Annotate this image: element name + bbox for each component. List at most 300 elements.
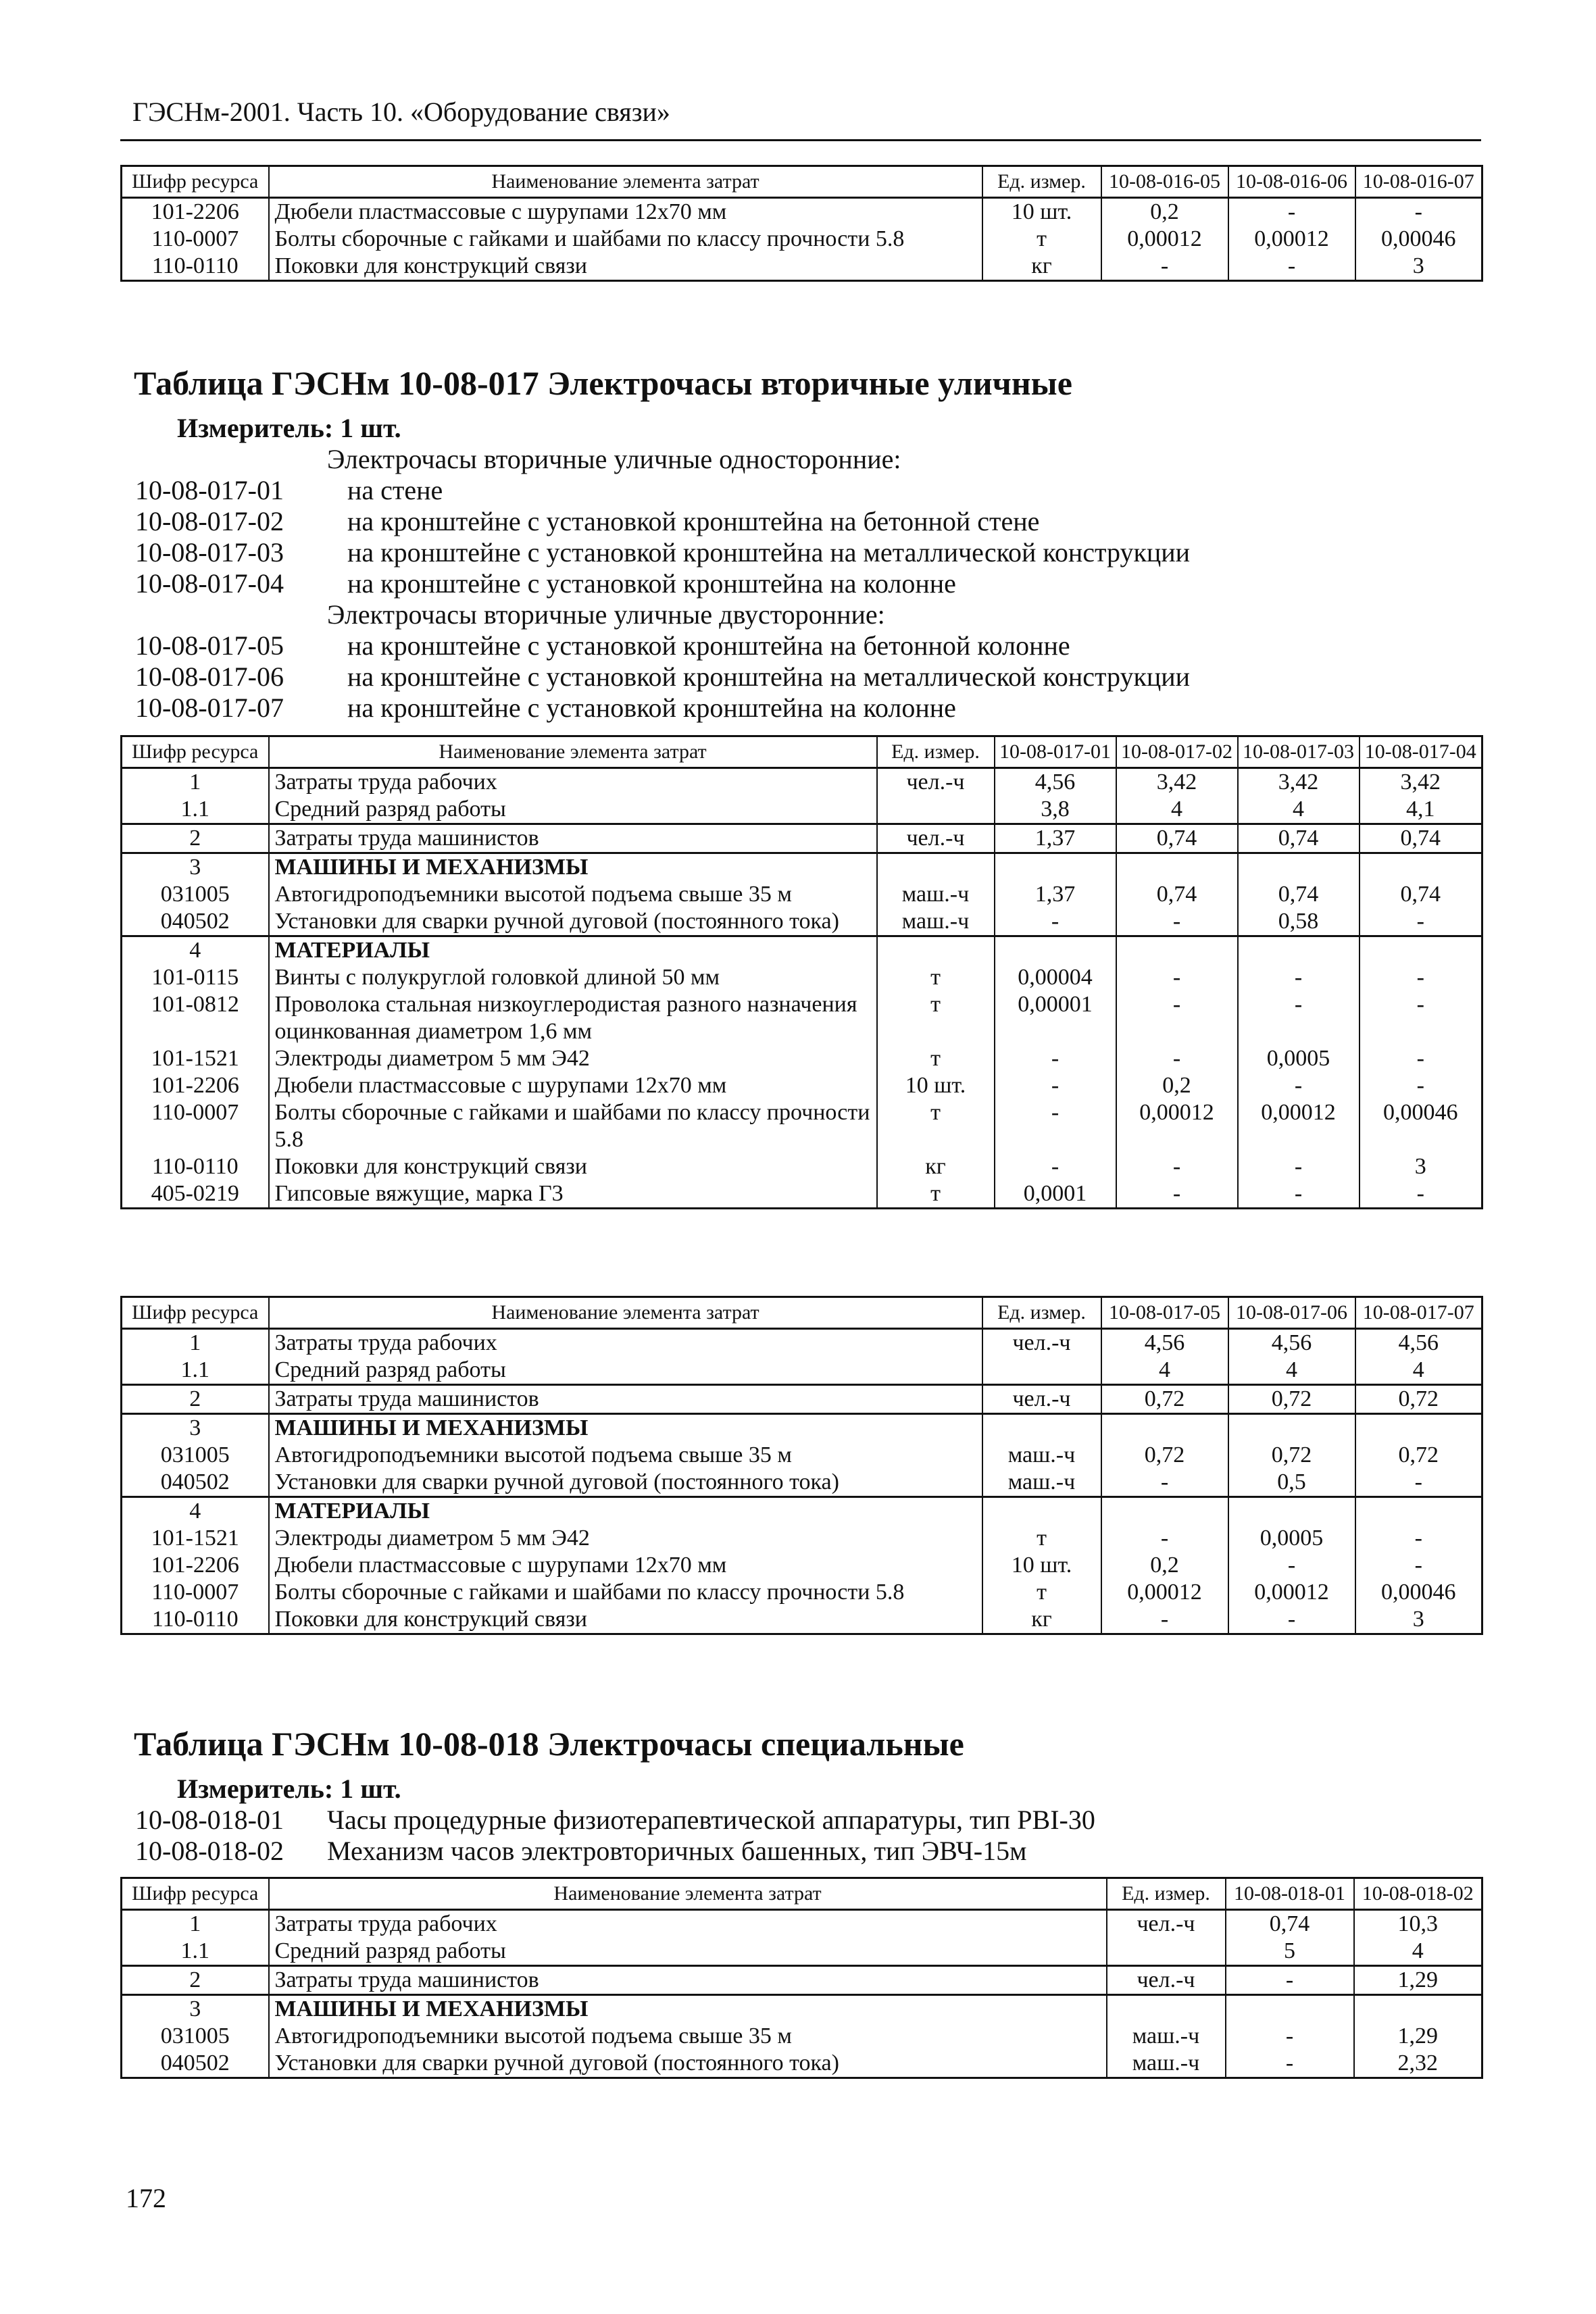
cell-value: 0,74: [1238, 824, 1360, 853]
table-row: [122, 1099, 1482, 1153]
cell-code: 4: [122, 1497, 269, 1526]
cell-code: 1: [122, 1910, 269, 1938]
cell-value: [995, 853, 1116, 882]
table-row: [122, 1469, 1482, 1497]
cell-unit: 10 шт.: [982, 198, 1101, 226]
cell-unit: [877, 853, 995, 882]
cell-name: Электроды диаметром 5 мм Э42: [269, 1525, 982, 1552]
cell-unit: 10 шт.: [982, 1552, 1101, 1579]
work-code: 10-08-018-02: [135, 1836, 284, 1866]
cell-value: -: [995, 1072, 1116, 1099]
cell-value: [1354, 1995, 1482, 2023]
cell-unit: кг: [982, 1606, 1101, 1634]
cell-value: 1,37: [995, 824, 1116, 853]
section-title-017: Таблица ГЭСНм 10-08-017 Электрочасы вторичные уличные: [134, 364, 1072, 402]
cell-value: -: [1355, 1469, 1482, 1497]
header-column-code: 10-08-017-05: [1101, 1297, 1228, 1329]
cell-unit: 10 шт.: [877, 1072, 995, 1099]
cell-value: 0,00046: [1360, 1099, 1482, 1153]
cell-code: 110-0007: [122, 1099, 269, 1153]
work-text: на кронштейне с установкой кронштейна на металлической конструкции: [347, 537, 1191, 568]
cell-code: 110-0007: [122, 226, 269, 253]
cell-name: Болты сборочные с гайками и шайбами по классу прочности 5.8: [269, 1099, 877, 1153]
header-rule: [120, 139, 1481, 141]
cost-table-016: [120, 165, 1483, 282]
cell-value: 0,72: [1228, 1385, 1355, 1414]
table-row: [122, 1442, 1482, 1469]
cell-value: [1355, 1414, 1482, 1442]
cell-value: 3,42: [1116, 768, 1238, 797]
cell-value: 0,0005: [1238, 1045, 1360, 1072]
cell-value: -: [1226, 2050, 1354, 2078]
work-text: на кронштейне с установкой кронштейна на колонне: [347, 568, 956, 599]
work-code: 10-08-017-06: [135, 661, 284, 692]
cell-unit: [1107, 1995, 1226, 2023]
cell-unit: [877, 796, 995, 824]
cell-value: 3,8: [995, 796, 1116, 824]
cell-value: 1,29: [1354, 1966, 1482, 1995]
cell-name: Затраты труда рабочих: [269, 768, 877, 797]
cell-value: 3,42: [1360, 768, 1482, 797]
cell-value: 0,72: [1355, 1442, 1482, 1469]
cell-unit: т: [877, 1045, 995, 1072]
table-row: [122, 1153, 1482, 1180]
cell-value: 0,72: [1101, 1385, 1228, 1414]
cell-name: Затраты труда рабочих: [269, 1910, 1107, 1938]
cell-value: 0,72: [1228, 1442, 1355, 1469]
cell-unit: [982, 1497, 1101, 1526]
cell-name: Поковки для конструкций связи: [269, 1606, 982, 1634]
cell-value: [1360, 936, 1482, 965]
cell-value: [1116, 853, 1238, 882]
cell-value: -: [1228, 1552, 1355, 1579]
table-row: [122, 991, 1482, 1045]
header-column-code: 10-08-017-04: [1360, 736, 1482, 768]
cell-name: Дюбели пластмассовые с шурупами 12х70 мм: [269, 198, 982, 226]
header-row: [122, 1878, 1482, 1910]
work-code: 10-08-017-03: [135, 537, 284, 568]
cell-value: 0,00046: [1355, 1579, 1482, 1606]
cell-value: -: [1116, 991, 1238, 1045]
cell-value: [1228, 1497, 1355, 1526]
cell-value: 0,0005: [1228, 1525, 1355, 1552]
cell-value: -: [1355, 1552, 1482, 1579]
cell-unit: т: [982, 226, 1101, 253]
cell-value: 5: [1226, 1938, 1354, 1966]
table-row: [122, 796, 1482, 824]
cost-table-018: [120, 1877, 1483, 2079]
cell-value: -: [995, 1153, 1116, 1180]
cell-code: 101-1521: [122, 1045, 269, 1072]
cell-name: Болты сборочные с гайками и шайбами по классу прочности 5.8: [269, 226, 982, 253]
cell-value: 0,00012: [1116, 1099, 1238, 1153]
cell-value: 0,00012: [1228, 1579, 1355, 1606]
cell-value: -: [1360, 908, 1482, 936]
cell-value: -: [1101, 253, 1228, 281]
cell-value: -: [1116, 964, 1238, 991]
table-row: [122, 1938, 1482, 1966]
cell-name: Автогидроподъемники высотой подъема свыше 35 м: [269, 881, 877, 908]
cell-value: -: [1355, 198, 1482, 226]
header-row: [122, 166, 1482, 198]
table-row: [122, 853, 1482, 882]
cell-code: 101-1521: [122, 1525, 269, 1552]
cell-name: МАШИНЫ И МЕХАНИЗМЫ: [269, 1414, 982, 1442]
cell-code: 110-0110: [122, 1153, 269, 1180]
cell-unit: т: [877, 964, 995, 991]
cell-code: 2: [122, 1966, 269, 1995]
page-number: 172: [126, 2183, 166, 2213]
table-row: [122, 226, 1482, 253]
header-column-code: 10-08-018-01: [1226, 1878, 1354, 1910]
table-row: [122, 908, 1482, 936]
work-text: на стене: [347, 475, 443, 505]
cell-unit: кг: [982, 253, 1101, 281]
work-code: 10-08-018-01: [135, 1805, 284, 1835]
header-code: Шифр ресурса: [122, 1297, 269, 1329]
cell-unit: т: [982, 1579, 1101, 1606]
cell-code: 405-0219: [122, 1180, 269, 1209]
cell-unit: т: [877, 991, 995, 1045]
cell-code: 101-0812: [122, 991, 269, 1045]
cell-name: Дюбели пластмассовые с шурупами 12х70 мм: [269, 1072, 877, 1099]
cell-name: Болты сборочные с гайками и шайбами по классу прочности 5.8: [269, 1579, 982, 1606]
table-row: [122, 1414, 1482, 1442]
table-row: [122, 1357, 1482, 1385]
cell-value: 0,5: [1228, 1469, 1355, 1497]
cell-value: -: [1116, 1180, 1238, 1209]
cell-name: Винты с полукруглой головкой длиной 50 мм: [269, 964, 877, 991]
header-unit: Ед. измер.: [982, 166, 1101, 198]
cell-value: -: [995, 1099, 1116, 1153]
cell-value: [1226, 1995, 1354, 2023]
cell-name: Затраты труда машинистов: [269, 1966, 1107, 1995]
cell-value: -: [1238, 991, 1360, 1045]
cell-value: 0,2: [1116, 1072, 1238, 1099]
cell-value: [1355, 1497, 1482, 1526]
cell-code: 2: [122, 1385, 269, 1414]
cell-value: -: [1360, 964, 1482, 991]
cell-code: 101-2206: [122, 1552, 269, 1579]
work-text: Механизм часов электровторичных башенных, тип ЭВЧ-15м: [327, 1836, 1027, 1866]
cell-value: 0,2: [1101, 1552, 1228, 1579]
cell-unit: маш.-ч: [1107, 2050, 1226, 2078]
cell-name: МАТЕРИАЛЫ: [269, 1497, 982, 1526]
cell-value: -: [1238, 1153, 1360, 1180]
cell-code: 1.1: [122, 796, 269, 824]
cell-name: Затраты труда машинистов: [269, 824, 877, 853]
cell-value: 0,74: [1116, 824, 1238, 853]
cell-unit: [877, 936, 995, 965]
cell-code: 031005: [122, 1442, 269, 1469]
cell-value: -: [1116, 1045, 1238, 1072]
table-row: [122, 1995, 1482, 2023]
cell-value: 4,1: [1360, 796, 1482, 824]
table-row: [122, 1072, 1482, 1099]
cell-value: -: [1101, 1525, 1228, 1552]
cell-unit: [1107, 1938, 1226, 1966]
cell-value: [1101, 1497, 1228, 1526]
cell-value: 3,42: [1238, 768, 1360, 797]
table-row: [122, 1579, 1482, 1606]
cell-unit: чел.-ч: [877, 824, 995, 853]
work-text: на кронштейне с установкой кронштейна на бетонной колонне: [347, 630, 1070, 661]
cell-value: -: [1228, 1606, 1355, 1634]
cell-value: -: [1116, 908, 1238, 936]
cell-value: 2,32: [1354, 2050, 1482, 2078]
cell-code: 101-2206: [122, 198, 269, 226]
header-unit: Ед. измер.: [877, 736, 995, 768]
cell-code: 110-0110: [122, 253, 269, 281]
header-row: [122, 736, 1482, 768]
cell-code: 031005: [122, 881, 269, 908]
cell-code: 101-2206: [122, 1072, 269, 1099]
cell-code: 3: [122, 853, 269, 882]
cost-table-017-a: [120, 735, 1483, 1209]
table-row: [122, 1045, 1482, 1072]
cell-value: -: [1360, 991, 1482, 1045]
cell-value: -: [1238, 964, 1360, 991]
work-text: на кронштейне с установкой кронштейна на металлической конструкции: [347, 661, 1191, 692]
cell-value: 0,0001: [995, 1180, 1116, 1209]
cell-code: 031005: [122, 2023, 269, 2050]
work-code: 10-08-017-01: [135, 475, 284, 505]
cell-value: -: [1228, 253, 1355, 281]
cell-name: Электроды диаметром 5 мм Э42: [269, 1045, 877, 1072]
cell-value: -: [1238, 1180, 1360, 1209]
table-row: [122, 1329, 1482, 1357]
cell-value: -: [1360, 1045, 1482, 1072]
cell-name: Установки для сварки ручной дуговой (постоянного тока): [269, 2050, 1107, 2078]
header-column-code: 10-08-017-02: [1116, 736, 1238, 768]
table-row: [122, 1910, 1482, 1938]
table-row: [122, 768, 1482, 797]
cell-name: Средний разряд работы: [269, 796, 877, 824]
cell-value: -: [1101, 1606, 1228, 1634]
cell-value: [1238, 853, 1360, 882]
cell-value: 0,74: [1360, 824, 1482, 853]
cell-value: [1360, 853, 1482, 882]
header-column-code: 10-08-018-02: [1354, 1878, 1482, 1910]
cell-value: 3: [1355, 253, 1482, 281]
cell-unit: чел.-ч: [1107, 1966, 1226, 1995]
table-row: [122, 964, 1482, 991]
header-row: [122, 1297, 1482, 1329]
cell-name: Автогидроподъемники высотой подъема свыше 35 м: [269, 1442, 982, 1469]
cell-name: Поковки для конструкций связи: [269, 1153, 877, 1180]
header-column-code: 10-08-017-07: [1355, 1297, 1482, 1329]
cell-code: 101-0115: [122, 964, 269, 991]
cell-value: 0,72: [1101, 1442, 1228, 1469]
cell-code: 040502: [122, 908, 269, 936]
header-column-code: 10-08-017-06: [1228, 1297, 1355, 1329]
cell-value: -: [995, 908, 1116, 936]
work-code: 10-08-017-02: [135, 506, 284, 536]
table-row: [122, 1966, 1482, 1995]
cell-code: 110-0110: [122, 1606, 269, 1634]
header-name: Наименование элемента затрат: [269, 736, 877, 768]
cell-value: 0,74: [1238, 881, 1360, 908]
cell-value: 0,00012: [1101, 226, 1228, 253]
cell-value: 0,74: [1116, 881, 1238, 908]
cell-unit: кг: [877, 1153, 995, 1180]
header-column-code: 10-08-017-01: [995, 736, 1116, 768]
cell-value: 1,37: [995, 881, 1116, 908]
table-row: [122, 1385, 1482, 1414]
cell-value: 4,56: [995, 768, 1116, 797]
cell-unit: маш.-ч: [877, 881, 995, 908]
cell-value: 4,56: [1228, 1329, 1355, 1357]
cell-value: -: [1116, 1153, 1238, 1180]
cell-value: 4: [1228, 1357, 1355, 1385]
cell-name: Гипсовые вяжущие, марка Г3: [269, 1180, 877, 1209]
cell-unit: т: [877, 1180, 995, 1209]
cell-unit: т: [877, 1099, 995, 1153]
cell-value: 4: [1354, 1938, 1482, 1966]
cell-value: 4: [1238, 796, 1360, 824]
cell-value: 0,72: [1355, 1385, 1482, 1414]
table-row: [122, 1525, 1482, 1552]
cell-unit: чел.-ч: [877, 768, 995, 797]
header-unit: Ед. измер.: [1107, 1878, 1226, 1910]
work-code: 10-08-017-04: [135, 568, 284, 599]
cell-value: 3: [1355, 1606, 1482, 1634]
cell-code: 1.1: [122, 1938, 269, 1966]
cell-code: 4: [122, 936, 269, 965]
work-code: 10-08-017-05: [135, 630, 284, 661]
cell-value: 4: [1355, 1357, 1482, 1385]
header-name: Наименование элемента затрат: [269, 166, 982, 198]
cell-value: -: [1355, 1525, 1482, 1552]
meter-017: Измеритель: 1 шт.: [177, 413, 401, 443]
work-text: на кронштейне с установкой кронштейна на бетонной стене: [347, 506, 1040, 536]
cell-value: 0,74: [1226, 1910, 1354, 1938]
cell-value: 0,00046: [1355, 226, 1482, 253]
header-code: Шифр ресурса: [122, 736, 269, 768]
cell-name: МАШИНЫ И МЕХАНИЗМЫ: [269, 853, 877, 882]
cell-unit: чел.-ч: [982, 1329, 1101, 1357]
cell-value: -: [1226, 1966, 1354, 1995]
cell-value: 4,56: [1355, 1329, 1482, 1357]
header-code: Шифр ресурса: [122, 166, 269, 198]
header-column-code: 10-08-016-07: [1355, 166, 1482, 198]
cell-value: -: [995, 1045, 1116, 1072]
header-column-code: 10-08-016-05: [1101, 166, 1228, 198]
cell-value: 0,74: [1360, 881, 1482, 908]
section-title-018: Таблица ГЭСНм 10-08-018 Электрочасы специальные: [134, 1725, 964, 1763]
work-text: на кронштейне с установкой кронштейна на колонне: [347, 693, 956, 723]
cell-value: -: [1238, 1072, 1360, 1099]
table-row: [122, 253, 1482, 281]
group-heading-one-sided: Электрочасы вторичные уличные односторонние:: [327, 444, 901, 474]
header-name: Наименование элемента затрат: [269, 1878, 1107, 1910]
header-column-code: 10-08-017-03: [1238, 736, 1360, 768]
table-row: [122, 881, 1482, 908]
cell-code: 1: [122, 768, 269, 797]
cell-code: 1.1: [122, 1357, 269, 1385]
cell-name: Установки для сварки ручной дуговой (постоянного тока): [269, 1469, 982, 1497]
cell-value: -: [1360, 1072, 1482, 1099]
cell-value: [1101, 1414, 1228, 1442]
cell-value: [995, 936, 1116, 965]
cell-value: 4: [1116, 796, 1238, 824]
cell-value: 0,00012: [1238, 1099, 1360, 1153]
cell-value: 4,56: [1101, 1329, 1228, 1357]
cell-value: -: [1360, 1180, 1482, 1209]
cell-value: 3: [1360, 1153, 1482, 1180]
cell-code: 1: [122, 1329, 269, 1357]
header-unit: Ед. измер.: [982, 1297, 1101, 1329]
cell-unit: [982, 1414, 1101, 1442]
work-text: Часы процедурные физиотерапевтической аппаратуры, тип PBI-30: [327, 1805, 1095, 1835]
cell-value: -: [1228, 198, 1355, 226]
cell-value: -: [1101, 1469, 1228, 1497]
table-row: [122, 1552, 1482, 1579]
cell-value: 0,58: [1238, 908, 1360, 936]
cell-value: 0,00012: [1101, 1579, 1228, 1606]
cell-value: -: [1226, 2023, 1354, 2050]
cell-unit: маш.-ч: [982, 1442, 1101, 1469]
cell-name: Средний разряд работы: [269, 1357, 982, 1385]
cell-code: 3: [122, 1995, 269, 2023]
cell-name: Проволока стальная низкоуглеродистая разного назначения оцинкованная диаметром 1,6 мм: [269, 991, 877, 1045]
cell-value: [1238, 936, 1360, 965]
cell-value: [1116, 936, 1238, 965]
cell-code: 3: [122, 1414, 269, 1442]
cell-name: Затраты труда машинистов: [269, 1385, 982, 1414]
cell-value: 4: [1101, 1357, 1228, 1385]
cell-code: 2: [122, 824, 269, 853]
cell-unit: маш.-ч: [1107, 2023, 1226, 2050]
cell-name: Автогидроподъемники высотой подъема свыше 35 м: [269, 2023, 1107, 2050]
cell-value: 0,00012: [1228, 226, 1355, 253]
cell-value: [1228, 1414, 1355, 1442]
header-code: Шифр ресурса: [122, 1878, 269, 1910]
cell-name: МАТЕРИАЛЫ: [269, 936, 877, 965]
cell-value: 0,00004: [995, 964, 1116, 991]
cell-unit: маш.-ч: [877, 908, 995, 936]
cell-unit: чел.-ч: [982, 1385, 1101, 1414]
cell-unit: маш.-ч: [982, 1469, 1101, 1497]
cell-name: Установки для сварки ручной дуговой (постоянного тока): [269, 908, 877, 936]
cell-code: 040502: [122, 2050, 269, 2078]
cell-name: Затраты труда рабочих: [269, 1329, 982, 1357]
cell-value: 1,29: [1354, 2023, 1482, 2050]
table-row: [122, 2023, 1482, 2050]
cell-code: 110-0007: [122, 1579, 269, 1606]
cell-name: Поковки для конструкций связи: [269, 253, 982, 281]
cell-name: Дюбели пластмассовые с шурупами 12х70 мм: [269, 1552, 982, 1579]
table-row: [122, 1180, 1482, 1209]
header-column-code: 10-08-016-06: [1228, 166, 1355, 198]
table-row: [122, 1606, 1482, 1634]
meter-018: Измеритель: 1 шт.: [177, 1774, 401, 1804]
table-row: [122, 198, 1482, 226]
cell-code: 040502: [122, 1469, 269, 1497]
work-code: 10-08-017-07: [135, 693, 284, 723]
running-header: ГЭСНм-2001. Часть 10. «Оборудование связи»: [132, 97, 670, 127]
cell-name: Средний разряд работы: [269, 1938, 1107, 1966]
cell-unit: [982, 1357, 1101, 1385]
cell-value: 0,00001: [995, 991, 1116, 1045]
cell-value: 10,3: [1354, 1910, 1482, 1938]
table-row: [122, 824, 1482, 853]
header-name: Наименование элемента затрат: [269, 1297, 982, 1329]
table-row: [122, 1497, 1482, 1526]
cell-unit: чел.-ч: [1107, 1910, 1226, 1938]
group-heading-two-sided: Электрочасы вторичные уличные двусторонние:: [327, 599, 885, 630]
table-row: [122, 936, 1482, 965]
